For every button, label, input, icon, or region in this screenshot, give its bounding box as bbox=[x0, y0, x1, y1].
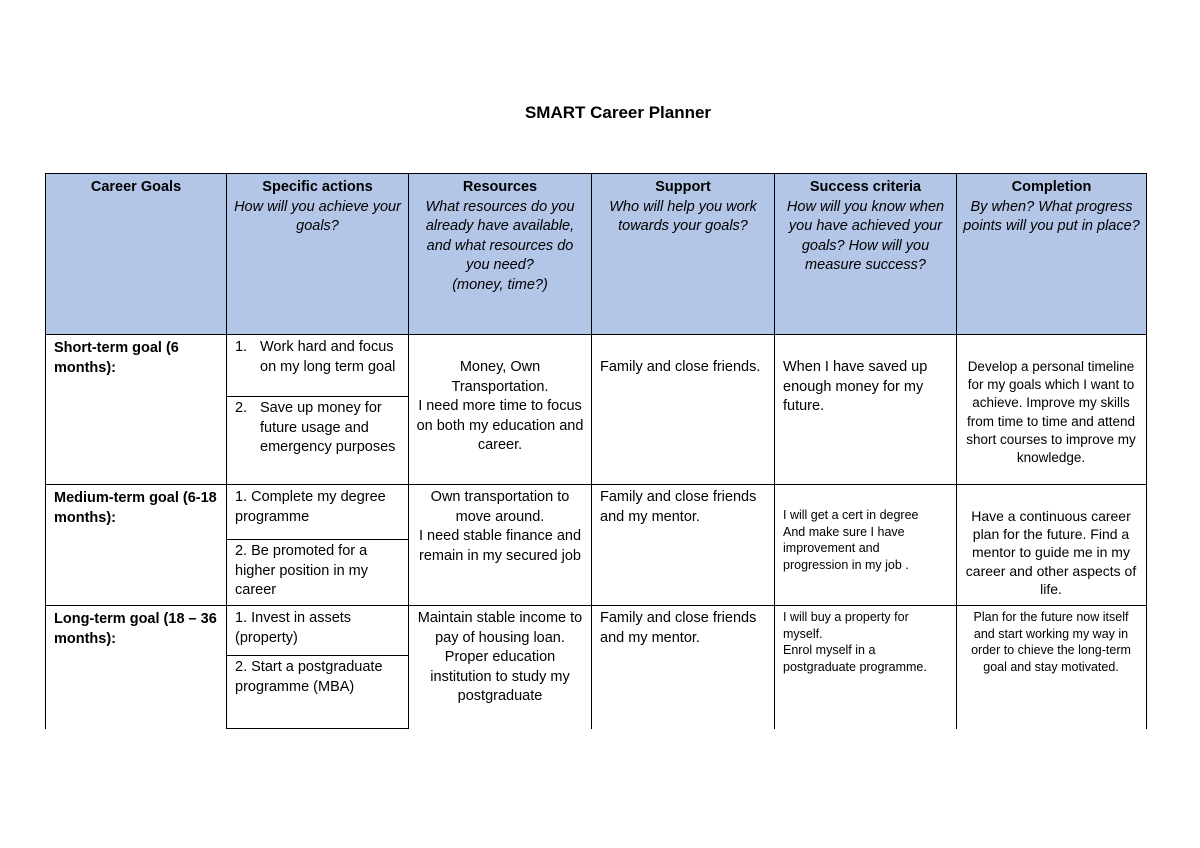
success-cell: I will buy a property for myself. Enrol myself in a postgraduate programme. bbox=[774, 606, 957, 729]
action-text: 1. Complete my degree programme bbox=[235, 489, 386, 525]
header-question: Who will help you work towards your goals? bbox=[609, 198, 757, 234]
completion-cell: Have a continuous career plan for the future. Find a mentor to guide me in my career and other aspects of life. bbox=[956, 485, 1147, 606]
resources-cell: Maintain stable income to pay of housing loan. Proper education institution to study my postgraduate bbox=[417, 610, 583, 704]
action-text: Save up money for future usage and emergency purposes bbox=[260, 400, 396, 455]
support-cell: Family and close friends and my mentor. bbox=[591, 606, 775, 729]
header-resources bbox=[408, 173, 592, 335]
action-item bbox=[226, 335, 409, 397]
header-question: How will you know when you have achieved your goals? How will you measure success? bbox=[786, 198, 945, 273]
action-item bbox=[226, 539, 409, 606]
header-question: By when? What progress points will you put in place? bbox=[963, 198, 1140, 234]
header-specific-actions bbox=[226, 173, 409, 335]
action-item bbox=[226, 485, 409, 540]
goal-short-term: Short-term goal (6 months): bbox=[45, 335, 227, 485]
action-item bbox=[226, 396, 409, 485]
completion-cell: Plan for the future now itself and start working my way in order to chieve the long-term goal and stay motivated. bbox=[956, 606, 1147, 729]
header-question: What resources do you already have available, and what resources do you need? (money, time?) bbox=[425, 198, 575, 293]
support-cell: Family and close friends and my mentor. bbox=[591, 485, 775, 606]
header-title: Career Goals bbox=[90, 179, 182, 195]
goal-medium-term: Medium-term goal (6-18 months): bbox=[45, 485, 227, 606]
action-number: 2. bbox=[235, 400, 248, 416]
header-success-criteria bbox=[774, 173, 957, 335]
success-cell: When I have saved up enough money for my future. bbox=[774, 335, 957, 485]
support-cell: Family and close friends. bbox=[591, 335, 775, 485]
header-career-goals bbox=[45, 173, 227, 335]
page-title: SMART Career Planner bbox=[524, 103, 712, 122]
header-support bbox=[591, 173, 775, 335]
completion-cell: Develop a personal timeline for my goals which I want to achieve. Improve my skills from time to time and attend short courses to improve my knowledge. bbox=[956, 335, 1147, 485]
success-cell: I will get a cert in degree And make sure I have improvement and progression in my job . bbox=[774, 485, 957, 606]
action-item bbox=[226, 606, 409, 656]
action-text: Work hard and focus on my long term goal bbox=[260, 339, 396, 375]
resources-cell: Money, Own Transportation. I need more time to focus on both my education and career. bbox=[416, 359, 584, 453]
action-text: 2. Start a postgraduate programme (MBA) bbox=[235, 659, 383, 695]
header-question: How will you achieve your goals? bbox=[234, 198, 401, 234]
action-text: 1. Invest in assets (property) bbox=[235, 610, 352, 646]
header-completion bbox=[956, 173, 1147, 335]
resources-cell: Own transportation to move around. I need stable finance and remain in my secured job bbox=[418, 489, 582, 564]
header-title: Support bbox=[655, 179, 711, 195]
header-title: Success criteria bbox=[809, 179, 922, 195]
action-item bbox=[226, 655, 409, 729]
header-title: Specific actions bbox=[262, 179, 373, 195]
header-title: Resources bbox=[462, 179, 538, 195]
action-number: 1. bbox=[235, 339, 248, 355]
header-title: Completion bbox=[1011, 179, 1092, 195]
goal-long-term: Long-term goal (18 – 36 months): bbox=[45, 606, 227, 729]
action-text: 2. Be promoted for a higher position in my career bbox=[235, 543, 368, 598]
